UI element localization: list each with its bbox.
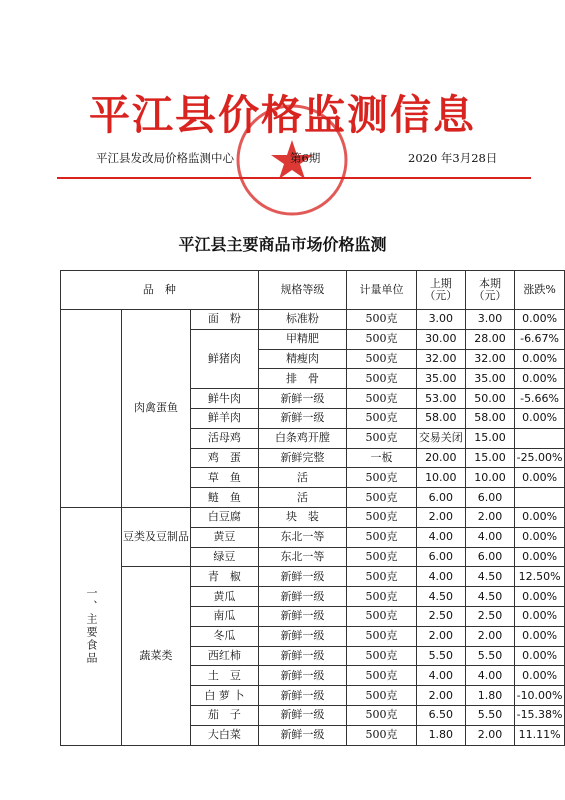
item-spec: 新鲜一级 (258, 606, 347, 626)
table-row (61, 310, 565, 330)
item-prev-price: 58.00 (416, 408, 465, 428)
item-name: 青 椒 (191, 567, 259, 587)
item-curr-price: 5.50 (465, 646, 514, 666)
item-curr-price: 1.80 (465, 686, 514, 706)
item-change: 0.00% (515, 369, 565, 389)
item-prev-price: 2.00 (416, 686, 465, 706)
item-prev-price: 2.00 (416, 507, 465, 527)
item-change: 0.00% (515, 626, 565, 646)
document-title: 平江县价格监测信息 (89, 91, 476, 139)
item-spec: 精瘦肉 (258, 349, 347, 369)
item-name: 鲜牛肉 (191, 389, 259, 409)
item-spec: 活 (258, 488, 347, 508)
item-change: 0.00% (515, 587, 565, 607)
item-spec: 活 (258, 468, 347, 488)
group-name: 肉禽蛋鱼 (122, 310, 191, 508)
issue-number: 第6期 (290, 151, 321, 165)
item-curr-price: 4.00 (465, 666, 514, 686)
item-change: -10.00% (515, 686, 565, 706)
item-spec: 排 骨 (258, 369, 347, 389)
item-prev-price: 5.50 (416, 646, 465, 666)
item-prev-price: 3.00 (416, 310, 465, 330)
item-curr-price: 2.00 (465, 725, 514, 745)
item-prev-price: 30.00 (416, 329, 465, 349)
item-spec: 新鲜一级 (258, 567, 347, 587)
item-change: -15.38% (515, 705, 565, 725)
item-prev-price: 6.50 (416, 705, 465, 725)
item-change: 0.00% (515, 507, 565, 527)
item-spec: 新鲜一级 (258, 587, 347, 607)
header-curr: 本期 （元） (465, 271, 514, 310)
item-spec: 新鲜一级 (258, 725, 347, 745)
header-divider (57, 177, 531, 179)
item-unit: 500克 (347, 725, 417, 745)
item-curr-price: 58.00 (465, 408, 514, 428)
item-name: 白 萝 卜 (191, 686, 259, 706)
item-curr-price: 2.00 (465, 507, 514, 527)
item-name: 茄 子 (191, 705, 259, 725)
item-unit: 500克 (347, 705, 417, 725)
item-unit: 500克 (347, 626, 417, 646)
item-prev-price: 2.50 (416, 606, 465, 626)
item-change: 0.00% (515, 408, 565, 428)
header-category: 品 种 (61, 271, 259, 310)
item-change: 0.00% (515, 310, 565, 330)
item-unit: 500克 (347, 646, 417, 666)
item-prev-price: 32.00 (416, 349, 465, 369)
item-unit: 500克 (347, 567, 417, 587)
item-spec: 甲精肥 (258, 329, 347, 349)
item-change: 0.00% (515, 646, 565, 666)
item-curr-price: 35.00 (465, 369, 514, 389)
item-unit: 500克 (347, 488, 417, 508)
item-change: 12.50% (515, 567, 565, 587)
item-change: 0.00% (515, 547, 565, 567)
item-change (515, 428, 565, 448)
item-curr-price: 2.50 (465, 606, 514, 626)
item-spec: 新鲜一级 (258, 408, 347, 428)
item-unit: 500克 (347, 686, 417, 706)
item-change: 0.00% (515, 666, 565, 686)
issue-date: 2020 年3月28日 (408, 151, 498, 165)
item-prev-price: 53.00 (416, 389, 465, 409)
item-curr-price: 10.00 (465, 468, 514, 488)
item-curr-price: 4.00 (465, 527, 514, 547)
table-title: 平江县主要商品市场价格监测 (178, 235, 387, 254)
item-prev-price: 4.00 (416, 666, 465, 686)
item-unit: 500克 (347, 349, 417, 369)
table-header-row (61, 271, 565, 310)
item-spec: 新鲜一级 (258, 666, 347, 686)
item-spec: 新鲜一级 (258, 705, 347, 725)
item-unit: 500克 (347, 428, 417, 448)
item-spec: 新鲜一级 (258, 389, 347, 409)
item-prev-price: 6.00 (416, 547, 465, 567)
item-unit: 500克 (347, 468, 417, 488)
item-unit: 500克 (347, 507, 417, 527)
item-name: 鲜猪肉 (191, 329, 259, 388)
item-name: 绿豆 (191, 547, 259, 567)
item-curr-price: 50.00 (465, 389, 514, 409)
item-change: -6.67% (515, 329, 565, 349)
item-spec: 标准粉 (258, 310, 347, 330)
item-prev-price: 4.00 (416, 567, 465, 587)
header-spec: 规格等级 (258, 271, 347, 310)
item-name: 鸡 蛋 (191, 448, 259, 468)
item-curr-price: 15.00 (465, 428, 514, 448)
price-table (60, 270, 565, 746)
item-prev-price: 4.50 (416, 587, 465, 607)
item-unit: 500克 (347, 329, 417, 349)
item-spec: 块 装 (258, 507, 347, 527)
item-spec: 新鲜一级 (258, 686, 347, 706)
header-prev: 上期 （元） (416, 271, 465, 310)
item-name: 土 豆 (191, 666, 259, 686)
table-row (61, 567, 565, 587)
item-curr-price: 3.00 (465, 310, 514, 330)
table-row (61, 507, 565, 527)
item-unit: 500克 (347, 547, 417, 567)
header-change: 涨跌% (515, 271, 565, 310)
item-prev-price: 2.00 (416, 626, 465, 646)
item-unit: 500克 (347, 369, 417, 389)
header-unit: 计量单位 (347, 271, 417, 310)
item-name: 黄豆 (191, 527, 259, 547)
item-change: -5.66% (515, 389, 565, 409)
item-change (515, 488, 565, 508)
item-unit: 500克 (347, 587, 417, 607)
main-group-label: 一、主要食品 (61, 507, 122, 745)
item-curr-price: 2.00 (465, 626, 514, 646)
item-prev-price: 交易关闭 (416, 428, 465, 448)
item-prev-price: 35.00 (416, 369, 465, 389)
item-name: 大白菜 (191, 725, 259, 745)
item-change: 11.11% (515, 725, 565, 745)
item-name: 白豆腐 (191, 507, 259, 527)
item-name: 南瓜 (191, 606, 259, 626)
item-unit: 500克 (347, 310, 417, 330)
issuing-organization: 平江县发改局价格监测中心 (96, 151, 234, 165)
item-unit: 500克 (347, 666, 417, 686)
item-prev-price: 4.00 (416, 527, 465, 547)
item-name: 活母鸡 (191, 428, 259, 448)
item-prev-price: 6.00 (416, 488, 465, 508)
item-change: 0.00% (515, 527, 565, 547)
item-prev-price: 10.00 (416, 468, 465, 488)
item-curr-price: 6.00 (465, 488, 514, 508)
item-spec: 新鲜一级 (258, 626, 347, 646)
item-curr-price: 15.00 (465, 448, 514, 468)
item-curr-price: 4.50 (465, 567, 514, 587)
item-curr-price: 5.50 (465, 705, 514, 725)
item-curr-price: 4.50 (465, 587, 514, 607)
item-unit: 500克 (347, 527, 417, 547)
item-name: 鲢 鱼 (191, 488, 259, 508)
blank-cell (61, 310, 122, 508)
item-spec: 新鲜完整 (258, 448, 347, 468)
item-change: 0.00% (515, 606, 565, 626)
item-curr-price: 6.00 (465, 547, 514, 567)
item-name: 面 粉 (191, 310, 259, 330)
group-name: 蔬菜类 (122, 567, 191, 745)
item-change: 0.00% (515, 349, 565, 369)
item-name: 草 鱼 (191, 468, 259, 488)
item-name: 黄瓜 (191, 587, 259, 607)
item-name: 鲜羊肉 (191, 408, 259, 428)
item-spec: 东北一等 (258, 527, 347, 547)
item-change: -25.00% (515, 448, 565, 468)
item-curr-price: 28.00 (465, 329, 514, 349)
item-name: 冬瓜 (191, 626, 259, 646)
item-spec: 东北一等 (258, 547, 347, 567)
item-change: 0.00% (515, 468, 565, 488)
group-name: 豆类及豆制品 (122, 507, 191, 566)
item-prev-price: 20.00 (416, 448, 465, 468)
item-spec: 白条鸡开膛 (258, 428, 347, 448)
item-prev-price: 1.80 (416, 725, 465, 745)
item-unit: 500克 (347, 606, 417, 626)
item-curr-price: 32.00 (465, 349, 514, 369)
item-spec: 新鲜一级 (258, 646, 347, 666)
item-name: 西红柿 (191, 646, 259, 666)
item-unit: 一板 (347, 448, 417, 468)
item-unit: 500克 (347, 408, 417, 428)
item-unit: 500克 (347, 389, 417, 409)
